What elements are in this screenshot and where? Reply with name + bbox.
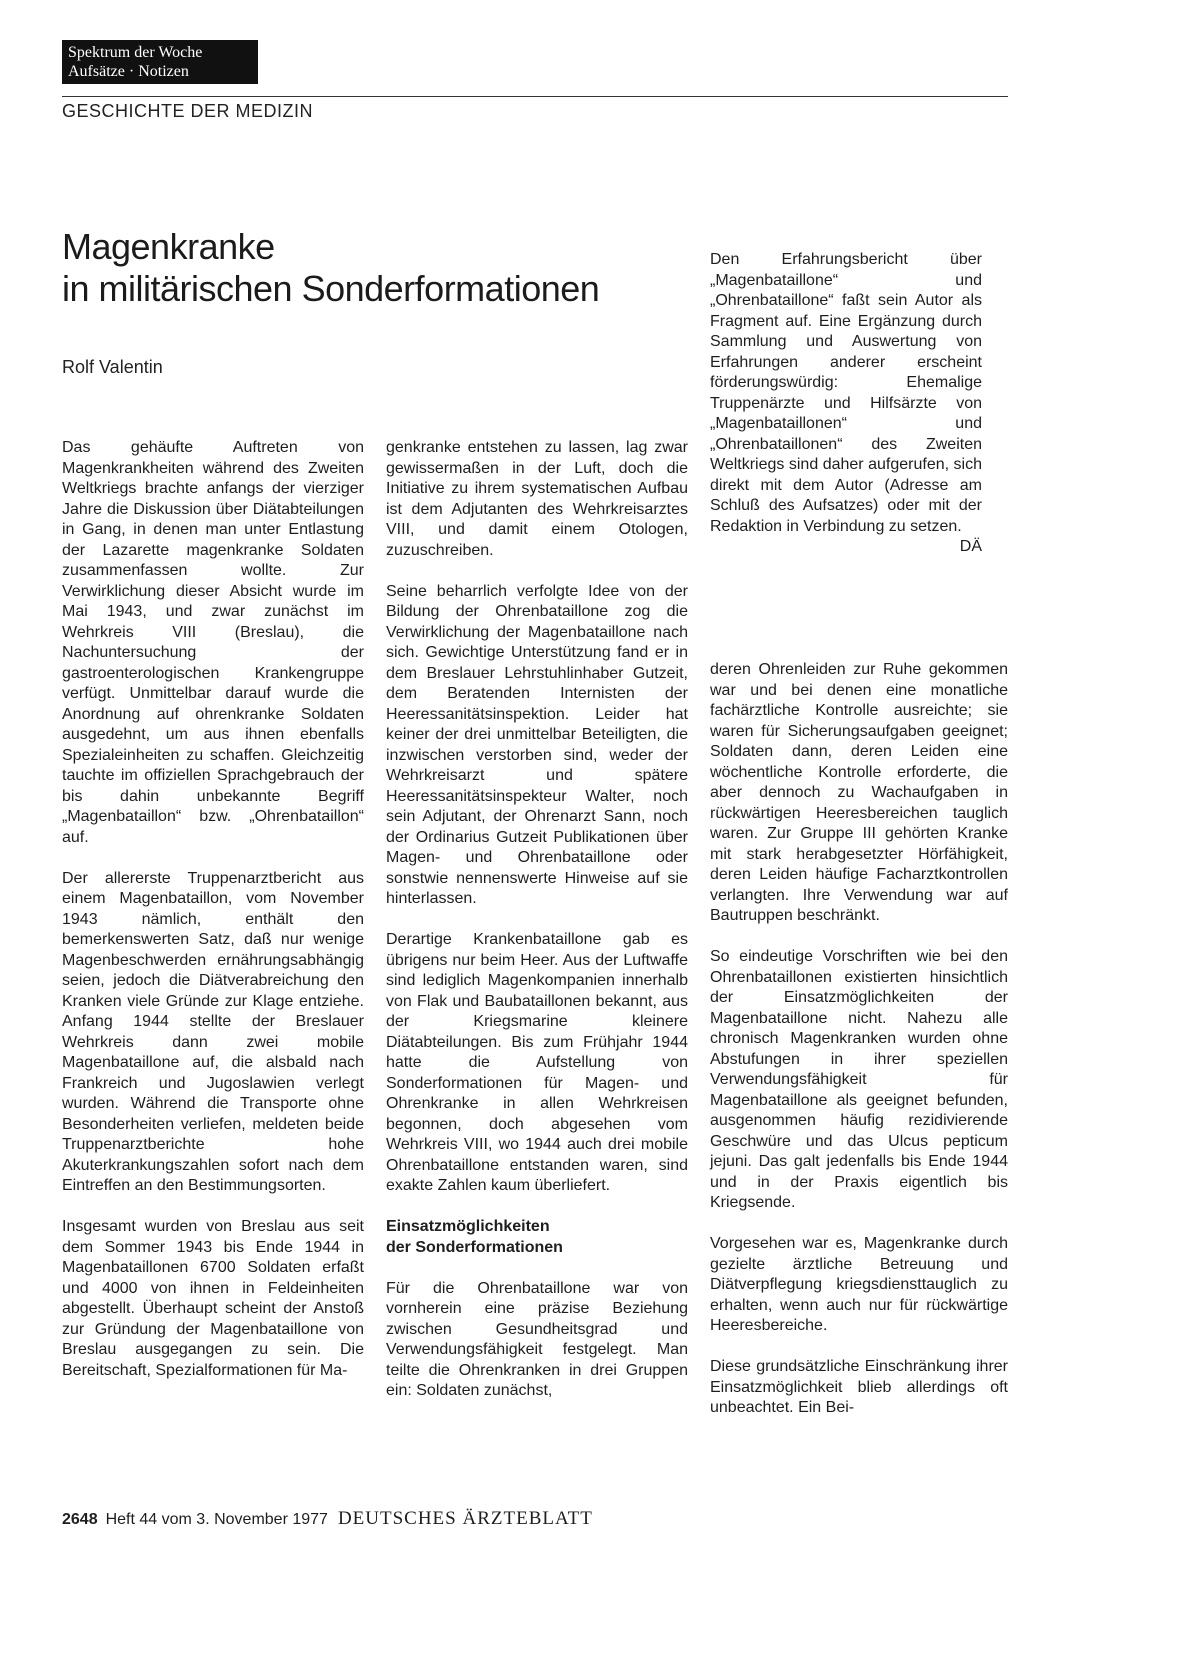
paragraph: Vorgesehen war es, Magenkranke durch gezielte ärztliche Betreuung und Diätverpflegung kriegsdiensttauglich zu erhalten, wenn auch nur für rückwärtige Heeresbereiche. <box>710 1235 1008 1334</box>
paragraph: Derartige Krankenbataillone gab es übrigens nur beim Heer. Aus der Luftwaffe sind lediglich Magenkompanien innerhalb von Flak und Baubataillonen bekannt, aus der Kriegsmarine kleinere Diätabteilungen. Bis zum Frühjahr 1944 hatte die Aufstellung von Sonderformationen für Magen- und Ohrenkranke in allen Wehrkreisen begonnen, doch abgesehen vom Wehrkreis VIII, wo 1944 auch drei mobile Ohrenbataillone entstanden waren, sind exakte Zahlen kaum überliefert. <box>386 931 688 1194</box>
issue-info: Heft 44 vom 3. November 1977 <box>105 1511 328 1528</box>
column-1 <box>62 438 364 1381</box>
editorial-note-text: Den Erfahrungsbericht über „Magenbataillone“ und „Ohrenbataillone“ faßt sein Autor als Fragment auf. Eine Ergänzung durch Sammlung und Auswertung von Erfahrungen anderer erscheint förderungswürdig: Ehemalige Truppenärzte und Hilfsärzte von „Magenbataillonen“ und „Ohrenbataillonen“ des Zweiten Weltkriegs sind daher aufgerufen, sich direkt mit dem Autor (Adresse am Schluß des Aufsatzes) oder mit der Redaktion in Verbindung zu setzen. DÄ <box>710 250 982 537</box>
title-line-2: in militärischen Sonderformationen <box>62 268 600 309</box>
column-3 <box>710 660 1008 1419</box>
paragraph: So eindeutige Vorschriften wie bei den Ohrenbataillonen existierten hinsichtlich der Einsatzmöglichkeiten der Magenbataillone nicht. Nahezu alle chronisch Magenkranken wurden ohne Abstufungen in ihrer speziellen Verwendungsfähigkeit für Magenbataillone als geeignet befunden, ausgenommen häufig rezidivierende Geschwüre und das Ulcus pepticum jejuni. Das galt jedenfalls bis Ende 1944 und in der Praxis eigentlich bis Kriegsende. <box>710 948 1008 1211</box>
editorial-note <box>710 250 982 558</box>
page-number: 2648 <box>62 1511 98 1528</box>
article-title <box>62 226 702 310</box>
header-rule <box>62 96 1008 97</box>
editorial-signature: DÄ <box>959 538 982 555</box>
badge-line-2: Aufsätze · Notizen <box>68 63 189 80</box>
paragraph: genkranke entstehen zu lassen, lag zwar gewissermaßen in der Luft, doch die Initiative zu ihrem systematischen Aufbau ist dem Adjutanten des Wehrkreisarztes VIII, und damit einem Otologen, zuzuschreiben. <box>386 439 688 559</box>
magazine-name: DEUTSCHES ÄRZTEBLATT <box>337 1508 593 1529</box>
paragraph: Für die Ohrenbataillone war von vornherein eine präzise Beziehung zwischen Gesundheitsgrad und Verwendungsfähigkeit festgelegt. Man teilte die Ohrenkranken in drei Gruppen ein: Soldaten zunächst, <box>386 1279 688 1399</box>
paragraph: Diese grundsätzliche Einschränkung ihrer Einsatzmöglichkeit blieb allerdings oft unbeachtet. Ein Bei- <box>710 1358 1008 1416</box>
paragraph: deren Ohrenleiden zur Ruhe gekommen war und bei denen eine monatliche fachärztliche Kontrolle ausreichte; sie waren für Sicherungsaufgaben geeignet; Soldaten dann, deren Leiden eine wöchentliche Kontrolle erforderte, die aber dennoch zu Wachaufgaben in rückwärtigen Heeresbereichen tauglich waren. Zur Gruppe III gehörten Kranke mit stark herabgesetzter Hörfähigkeit, deren Leiden häufige Facharztkontrollen verlangten. Ihre Verwendung war auf Bautruppen beschränkt. <box>710 661 1008 924</box>
title-line-1: Magenkranke <box>62 226 275 267</box>
column-2 <box>386 438 688 1402</box>
section-badge <box>62 40 258 84</box>
subheading-line-1: Einsatzmöglichkeiten <box>386 1218 550 1235</box>
subheading <box>386 1217 688 1258</box>
section-heading: GESCHICHTE DER MEDIZIN <box>62 101 314 121</box>
paragraph: Insgesamt wurden von Breslau aus seit dem Sommer 1943 bis Ende 1944 in Magenbataillonen 6700 Soldaten erfaßt und 4000 von ihnen in Feldeinheiten abgestellt. Überhaupt scheint der Anstoß zur Gründung der Magenbataillone von Breslau ausgegangen zu sein. Die Bereitschaft, Spezialformationen für Ma- <box>62 1218 364 1379</box>
subheading-line-2: der Sonderformationen <box>386 1238 563 1256</box>
paragraph: Das gehäufte Auftreten von Magenkrankheiten während des Zweiten Weltkriegs brachte anfangs der vierziger Jahre die Diskussion über Diätabteilungen in Gang, in denen man unter Entlastung der Lazarette magenkranke Soldaten zusammenfassen wollte. Zur Verwirklichung dieser Absicht wurde im Mai 1943, und zwar zunächst im Wehrkreis VIII (Breslau), die Nachuntersuchung der gastroenterologischen Krankengruppe verfügt. Unmittelbar darauf wurde die Anordnung auf ohrenkranke Soldaten ausgedehnt, um aus ihnen ebenfalls Spezialeinheiten zu schaffen. Gleichzeitig tauchte im offiziellen Sprachgebrauch der bis dahin unbekannte Begriff „Magenbataillon“ bzw. „Ohrenbataillon“ auf. <box>62 439 364 846</box>
badge-line-1: Spektrum der Woche <box>68 44 203 61</box>
page-footer <box>62 1508 593 1530</box>
author: Rolf Valentin <box>62 357 163 377</box>
paragraph: Seine beharrlich verfolgte Idee von der Bildung der Ohrenbataillone zog die Verwirklichung der Magenbataillone nach sich. Gewichtige Unterstützung fand er in dem Breslauer Lehrstuhlinhaber Gutzeit, dem Beratenden Internisten der Heeressanitätsinspektion. Leider hat keiner der drei unmittelbar Beteiligten, die inzwischen verstorben sind, weder der Wehrkreisarzt und spätere Heeressanitätsinspekteur Walter, noch sein Adjutant, der Ohrenarzt Sann, noch der Ordinarius Gutzeit Publikationen über Magen- und Ohrenbataillone oder sonstwie nennenswerte Hinweise auf sie hinterlassen. <box>386 582 688 907</box>
paragraph: Der allererste Truppenarztbericht aus einem Magenbataillon, vom November 1943 nämlich, enthält den bemerkenswerten Satz, daß nur wenige Magenbeschwerden ernährungsabhängig seien, jedoch die Diätverabreichung den Kranken viele Gründe zur Klage entziehe. Anfang 1944 stellte der Breslauer Wehrkreis dann zwei mobile Magenbataillone auf, die alsbald nach Frankreich und Jugoslawien verlegt wurden. Während die Transporte ohne Besonderheiten verliefen, meldeten beide Truppenarztberichte hohe Akuterkrankungszahlen sofort nach dem Eintreffen an den Bestimmungsorten. <box>62 869 364 1194</box>
